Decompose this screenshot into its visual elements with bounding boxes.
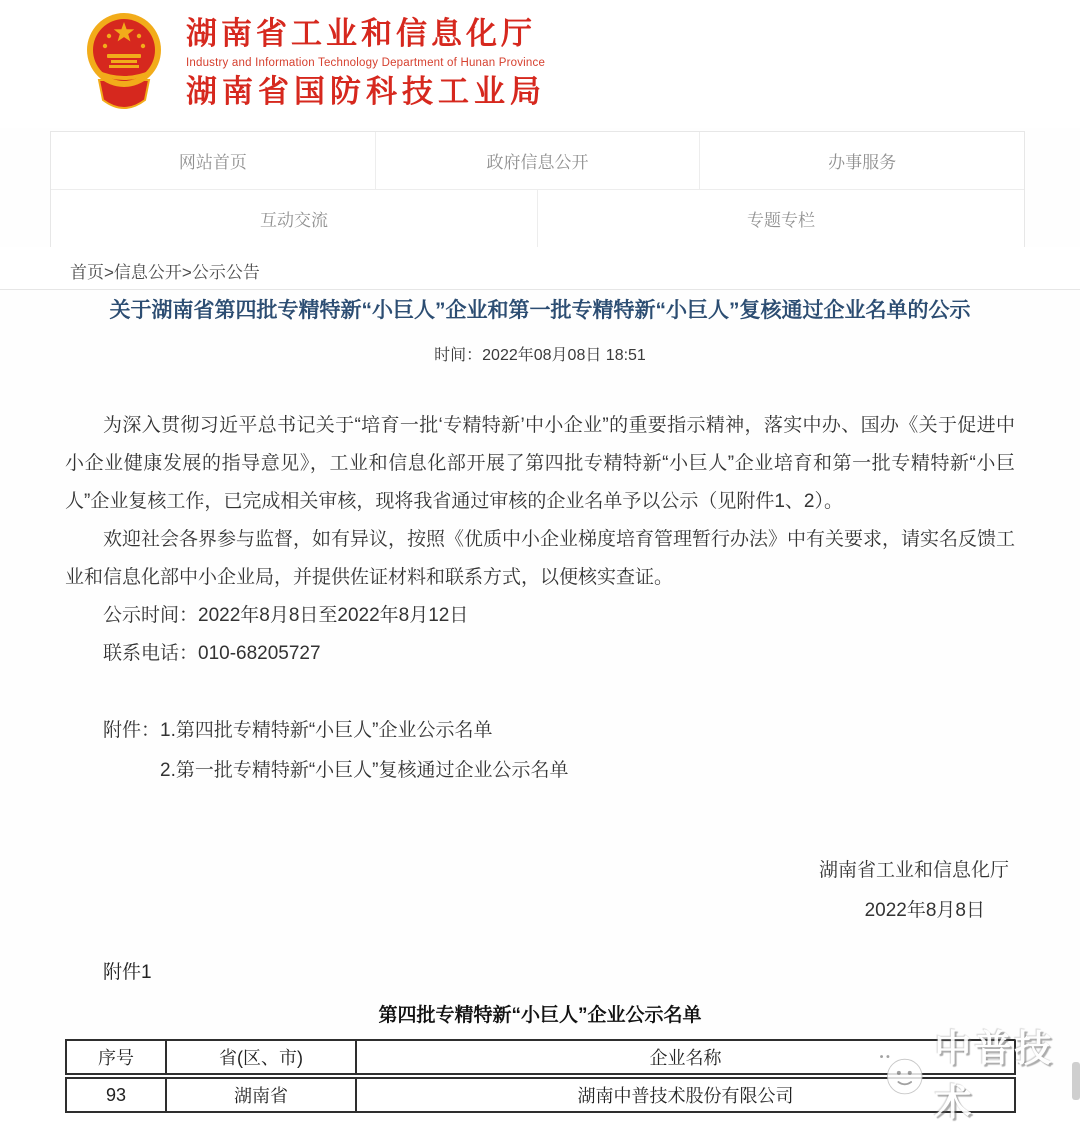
article-time: 时间：2022年08月08日 18:51 (434, 347, 646, 364)
org-name-line2: 湖南省国防科技工业局 (186, 74, 546, 109)
public-period-line: 公示时间：2022年8月8日至2022年8月12日 (103, 605, 469, 626)
attachments-list (65, 711, 1015, 791)
breadcrumb-bar (0, 247, 1080, 290)
national-emblem-icon (85, 8, 163, 118)
paragraph-2: 欢迎社会各界参与监督，如有异议，按照《优质中小企业梯度培育管理暂行办法》中有关要求，请实名反馈工业和信息化部中小企业局，并提供佐证材料和联系方式，以便核实查证。 (65, 529, 1016, 588)
watermark-text: 中普技术 (934, 1028, 1055, 1123)
table-header-row (66, 1040, 1015, 1076)
header-cell-index: 序号 (66, 1040, 166, 1076)
cell-province: 湖南省 (166, 1076, 356, 1112)
attachment-item-1: 附件：1.第四批专精特新“小巨人”企业公示名单 (103, 720, 493, 741)
article-title: 关于湖南省第四批专精特新“小巨人”企业和第一批专精特新“小巨人”复核通过企业名单的公示 (109, 299, 971, 322)
paragraph-1: 为深入贯彻习近平总书记关于“培育一批‘专精特新’中小企业”的重要指示精神，落实中办、国办《关于促进中小企业健康发展的指导意见》，工业和信息化部开展了第四批专精特新“小巨人”企业培育和第一批专精特新“小巨人”企业复核工作，已完成相关审核，现将我省通过审核的企业名单予以公示（见附件1、2）。 (65, 415, 1015, 512)
signature-date: 2022年8月8日 (864, 900, 985, 921)
table-row (66, 1076, 1015, 1112)
nav-item-gov-info[interactable]: 政府信息公开 (376, 132, 701, 189)
org-name-english: Industry and Information Technology Department of Hunan Province (186, 57, 546, 69)
nav-row-1 (51, 132, 1024, 189)
contact-phone-line: 联系电话：010-68205727 (103, 643, 321, 664)
breadcrumb[interactable]: 首页>信息公开>公示公告 (70, 263, 260, 282)
org-title-block (186, 14, 806, 112)
header-cell-company: 企业名称 (356, 1040, 1015, 1076)
cell-index: 93 (66, 1076, 166, 1112)
nav-row-2 (51, 189, 1024, 247)
article-body (65, 407, 1015, 1113)
nav-item-services[interactable]: 办事服务 (828, 153, 897, 172)
org-name-line1: 湖南省工业和信息化厅 (186, 16, 536, 51)
nav-item-home[interactable]: 网站首页 (51, 132, 376, 189)
attachment-item-2: 2.第一批专精特新“小巨人”复核通过企业公示名单 (160, 760, 569, 781)
annex-table (65, 1039, 1016, 1113)
scrollbar-thumb[interactable] (1072, 1062, 1080, 1100)
annex-label: 附件1 (103, 962, 152, 983)
nav-item-special-topics[interactable]: 专题专栏 (747, 211, 815, 230)
article (65, 296, 1015, 1113)
header-cell-province: 省(区、市) (166, 1040, 356, 1076)
site-header (0, 0, 1080, 128)
annex-table-title: 第四批专精特新“小巨人”企业公示名单 (378, 1005, 702, 1026)
signature-block (65, 851, 1015, 931)
cell-company: 湖南中普技术股份有限公司 (356, 1076, 1015, 1112)
nav-item-interaction[interactable]: 互动交流 (51, 190, 538, 247)
main-nav (50, 131, 1025, 248)
signature-org: 湖南省工业和信息化厅 (818, 860, 1009, 881)
